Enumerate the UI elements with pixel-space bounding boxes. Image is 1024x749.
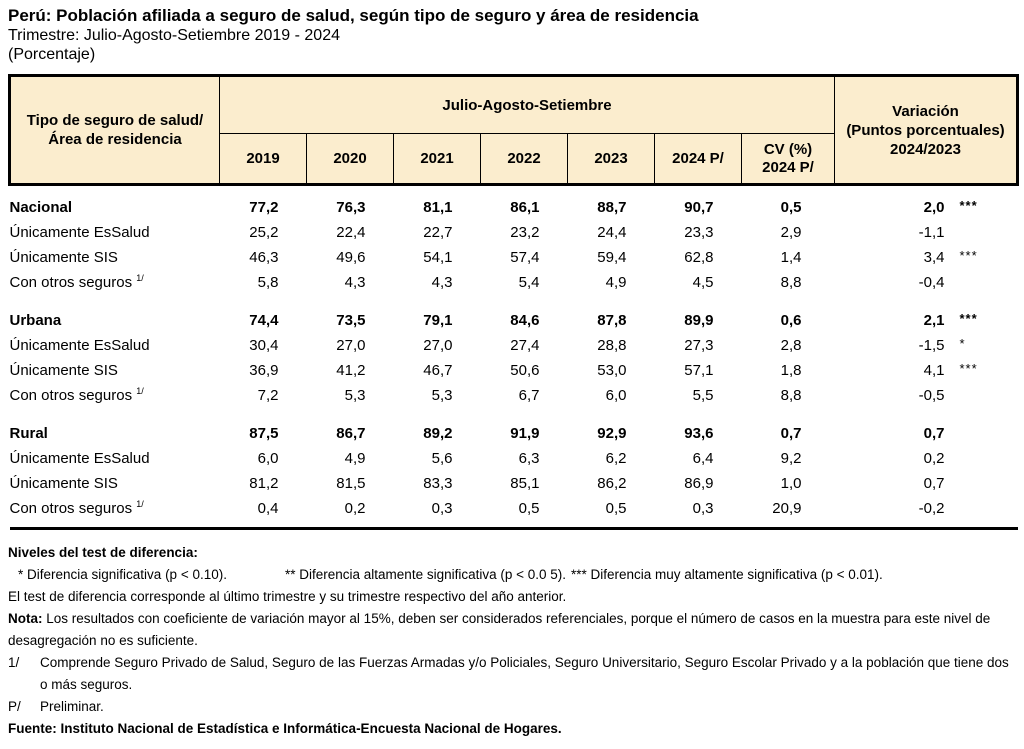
value-cell: 24,4 (597, 223, 627, 241)
value-cell: 85,1 (510, 474, 540, 492)
footnote-p-text: Preliminar. (40, 699, 104, 714)
nota (8, 608, 1016, 652)
value-cell: 81,5 (336, 474, 366, 492)
row-label-cell (10, 496, 220, 521)
row-label: Rural (9, 424, 48, 442)
value-cell: 6,2 (605, 449, 627, 467)
value-cell: 6,0 (605, 386, 627, 404)
variation-cell (835, 220, 1018, 245)
test-note: El test de diferencia corresponde al último trimestre y su trimestre respectivo del año anterior. (8, 589, 567, 604)
health-insurance-table (8, 74, 1019, 530)
value-cell: 28,8 (597, 336, 627, 354)
value-cell: 81,2 (249, 474, 279, 492)
variation-value: -0,2 (918, 499, 945, 517)
variation-cell (835, 496, 1018, 521)
footnotes (8, 542, 1016, 740)
header-row-1 (10, 76, 1018, 134)
variation-value: -0,5 (918, 386, 945, 404)
unit-label: (Porcentaje) (8, 46, 96, 63)
value-cell: 73,5 (336, 311, 366, 329)
table-row (10, 471, 1018, 496)
variation-value: 4,1 (923, 362, 945, 379)
value-cell: 57,4 (510, 248, 540, 266)
table-row (10, 446, 1018, 471)
cv-cell: 1,4 (780, 248, 802, 266)
variation-cell (835, 245, 1018, 270)
significance-marker: *** (959, 198, 978, 213)
stub-header-line2: Área de residencia (48, 131, 182, 148)
spacer-cell (10, 521, 1018, 529)
variation-header (835, 76, 1018, 185)
levels-row (8, 564, 1016, 586)
value-cell: 76,3 (336, 198, 366, 216)
value-cell: 50,6 (510, 361, 540, 379)
page-subtitle: Trimestre: Julio-Agosto-Setiembre 2019 - 2024 (8, 27, 340, 44)
table-row (10, 496, 1018, 521)
cv-header (742, 134, 835, 185)
variation-header-line1: Variación (892, 102, 959, 120)
year-header-2020: 2020 (307, 134, 394, 185)
value-cell: 5,8 (257, 273, 279, 291)
value-cell: 4,9 (605, 273, 627, 291)
variation-cell (835, 308, 1018, 333)
variation-header-line2: (Puntos porcentuales) (846, 121, 1005, 139)
variation-cell (835, 333, 1018, 358)
footnote-1-text: Comprende Seguro Privado de Salud, Seguro de las Fuerzas Armadas y/o Policiales, Seguro Universitario, Seguro Escolar Privado y a la población que tiene dos o más seguros. (40, 655, 1009, 692)
footnote-ref: 1/ (136, 499, 144, 509)
row-label-cell (10, 358, 220, 383)
cv-cell: 2,8 (780, 336, 802, 354)
year-header-2022: 2022 (481, 134, 568, 185)
value-cell: 27,0 (336, 336, 366, 354)
spacer-row (10, 408, 1018, 421)
cv-cell: 0,5 (780, 198, 802, 216)
variation-value: -1,5 (918, 337, 945, 354)
variation-value: 0,2 (923, 449, 945, 467)
variation-cell (835, 195, 1018, 220)
variation-value: -1,1 (918, 223, 945, 241)
value-cell: 6,3 (518, 449, 540, 467)
value-cell: 5,5 (692, 386, 714, 404)
cv-header-line1: CV (%) (763, 140, 813, 158)
levels-title: Niveles del test de diferencia: (8, 545, 198, 560)
variation-value: -0,4 (918, 273, 945, 291)
table-row (10, 220, 1018, 245)
footnote-p (8, 696, 1016, 718)
value-cell: 41,2 (336, 361, 366, 379)
value-cell: 6,0 (257, 449, 279, 467)
nota-text: Los resultados con coeficiente de variación mayor al 15%, deben ser considerados referenciales, porque el número de casos en la muestra para este nivel de desagregación no es suficiente. (8, 611, 991, 648)
row-label: Con otros seguros (9, 274, 133, 291)
row-label: Únicamente EsSalud (9, 223, 150, 241)
row-label: Únicamente EsSalud (9, 449, 150, 467)
value-cell: 86,7 (336, 424, 366, 442)
quarter-group-header: Julio-Agosto-Setiembre (220, 76, 835, 134)
row-label-cell (10, 421, 220, 446)
cv-cell: 1,0 (780, 474, 802, 492)
nota-label: Nota: (8, 611, 43, 626)
spacer-cell (10, 408, 1018, 421)
row-label-cell (10, 446, 220, 471)
table-row (10, 270, 1018, 295)
variation-value: 3,4 (923, 249, 945, 266)
value-cell: 89,2 (423, 424, 453, 442)
row-label-cell (10, 270, 220, 295)
value-cell: 49,6 (336, 248, 366, 266)
value-cell: 7,2 (257, 386, 279, 404)
row-label-cell (10, 195, 220, 220)
variation-value: 0,7 (923, 424, 945, 442)
significance-marker: * (959, 336, 966, 351)
cv-header-line2: 2024 P/ (762, 158, 814, 176)
value-cell: 87,8 (597, 311, 627, 329)
value-cell: 4,3 (344, 273, 366, 291)
significance-marker: *** (959, 311, 978, 326)
cv-cell: 20,9 (772, 499, 802, 517)
table-row (10, 195, 1018, 220)
cv-cell: 2,9 (780, 223, 802, 241)
value-cell: 92,9 (597, 424, 627, 442)
table-row (10, 421, 1018, 446)
value-cell: 77,2 (249, 198, 279, 216)
table-row (10, 383, 1018, 408)
spacer-row (10, 185, 1018, 195)
source: Fuente: Instituto Nacional de Estadística e Informática-Encuesta Nacional de Hogares. (8, 721, 562, 736)
value-cell: 4,9 (344, 449, 366, 467)
value-cell: 87,5 (249, 424, 279, 442)
row-label: Con otros seguros (9, 500, 133, 517)
value-cell: 30,4 (249, 336, 279, 354)
variation-value: 2,0 (923, 199, 945, 216)
footnote-1 (8, 652, 1016, 696)
row-label: Con otros seguros (9, 387, 133, 404)
footnote-1-label: 1/ (8, 655, 20, 670)
year-header-2023: 2023 (568, 134, 655, 185)
value-cell: 5,3 (344, 386, 366, 404)
spacer-cell (10, 185, 1018, 195)
value-cell: 83,3 (423, 474, 453, 492)
value-cell: 22,4 (336, 223, 366, 241)
cv-cell: 9,2 (780, 449, 802, 467)
value-cell: 0,3 (431, 499, 453, 517)
variation-cell (835, 421, 1018, 446)
value-cell: 0,2 (344, 499, 366, 517)
row-label: Únicamente SIS (9, 361, 118, 379)
variation-header-line3: 2024/2023 (890, 140, 961, 158)
year-header-2021: 2021 (394, 134, 481, 185)
cv-cell: 8,8 (780, 273, 802, 291)
value-cell: 4,3 (431, 273, 453, 291)
cv-cell: 0,7 (780, 424, 802, 442)
variation-cell (835, 446, 1018, 471)
cv-cell: 8,8 (780, 386, 802, 404)
footnote-ref: 1/ (136, 386, 144, 396)
value-cell: 23,2 (510, 223, 540, 241)
table-row (10, 333, 1018, 358)
value-cell: 6,4 (692, 449, 714, 467)
row-label: Únicamente SIS (9, 248, 118, 266)
value-cell: 22,7 (423, 223, 453, 241)
variation-cell (835, 270, 1018, 295)
value-cell: 86,9 (684, 474, 714, 492)
value-cell: 84,6 (510, 311, 540, 329)
value-cell: 81,1 (423, 198, 453, 216)
variation-cell (835, 383, 1018, 408)
value-cell: 90,7 (684, 198, 714, 216)
year-header-2019: 2019 (220, 134, 307, 185)
row-label-cell (10, 245, 220, 270)
value-cell: 5,4 (518, 273, 540, 291)
value-cell: 5,3 (431, 386, 453, 404)
value-cell: 62,8 (684, 248, 714, 266)
value-cell: 93,6 (684, 424, 714, 442)
spacer-row (10, 521, 1018, 529)
table-row (10, 308, 1018, 333)
footnote-ref: 1/ (136, 273, 144, 283)
value-cell: 0,5 (518, 499, 540, 517)
row-label: Únicamente EsSalud (9, 336, 150, 354)
row-label: Urbana (9, 311, 62, 329)
value-cell: 0,4 (257, 499, 279, 517)
value-cell: 36,9 (249, 361, 279, 379)
value-cell: 6,7 (518, 386, 540, 404)
table-row (10, 358, 1018, 383)
variation-cell (835, 358, 1018, 383)
value-cell: 0,3 (692, 499, 714, 517)
level-3: *** Diferencia muy altamente significativa (p < 0.01). (571, 567, 883, 582)
page-title: Perú: Población afiliada a seguro de salud, según tipo de seguro y área de residencia (8, 6, 699, 25)
row-label-cell (10, 220, 220, 245)
row-label: Nacional (9, 198, 73, 216)
stub-header (10, 76, 220, 185)
footnote-p-label: P/ (8, 699, 21, 714)
value-cell: 4,5 (692, 273, 714, 291)
level-2: ** Diferencia altamente significativa (p < 0.0 5). (285, 567, 567, 582)
value-cell: 79,1 (423, 311, 453, 329)
value-cell: 91,9 (510, 424, 540, 442)
value-cell: 0,5 (605, 499, 627, 517)
row-label-cell (10, 383, 220, 408)
value-cell: 89,9 (684, 311, 714, 329)
cv-cell: 1,8 (780, 361, 802, 379)
variation-cell (835, 471, 1018, 496)
value-cell: 74,4 (249, 311, 279, 329)
value-cell: 57,1 (684, 361, 714, 379)
table-row (10, 245, 1018, 270)
spacer-cell (10, 295, 1018, 308)
variation-value: 2,1 (923, 312, 945, 329)
value-cell: 46,7 (423, 361, 453, 379)
variation-value: 0,7 (923, 474, 945, 492)
year-header-2024: 2024 P/ (655, 134, 742, 185)
stub-header-line1: Tipo de seguro de salud/ (26, 112, 204, 129)
row-label-cell (10, 333, 220, 358)
value-cell: 25,2 (249, 223, 279, 241)
value-cell: 27,4 (510, 336, 540, 354)
spacer-row (10, 295, 1018, 308)
value-cell: 53,0 (597, 361, 627, 379)
value-cell: 23,3 (684, 223, 714, 241)
level-1: * Diferencia significativa (p < 0.10). (18, 567, 227, 582)
table-header (10, 76, 1018, 185)
row-label-cell (10, 308, 220, 333)
value-cell: 5,6 (431, 449, 453, 467)
cv-cell: 0,6 (780, 311, 802, 329)
value-cell: 27,0 (423, 336, 453, 354)
row-label: Únicamente SIS (9, 474, 118, 492)
table-body (10, 185, 1018, 529)
value-cell: 27,3 (684, 336, 714, 354)
value-cell: 88,7 (597, 198, 627, 216)
row-label-cell (10, 471, 220, 496)
significance-marker: *** (959, 361, 978, 376)
value-cell: 59,4 (597, 248, 627, 266)
significance-marker: *** (959, 248, 978, 263)
value-cell: 86,1 (510, 198, 540, 216)
value-cell: 54,1 (423, 248, 453, 266)
value-cell: 46,3 (249, 248, 279, 266)
value-cell: 86,2 (597, 474, 627, 492)
